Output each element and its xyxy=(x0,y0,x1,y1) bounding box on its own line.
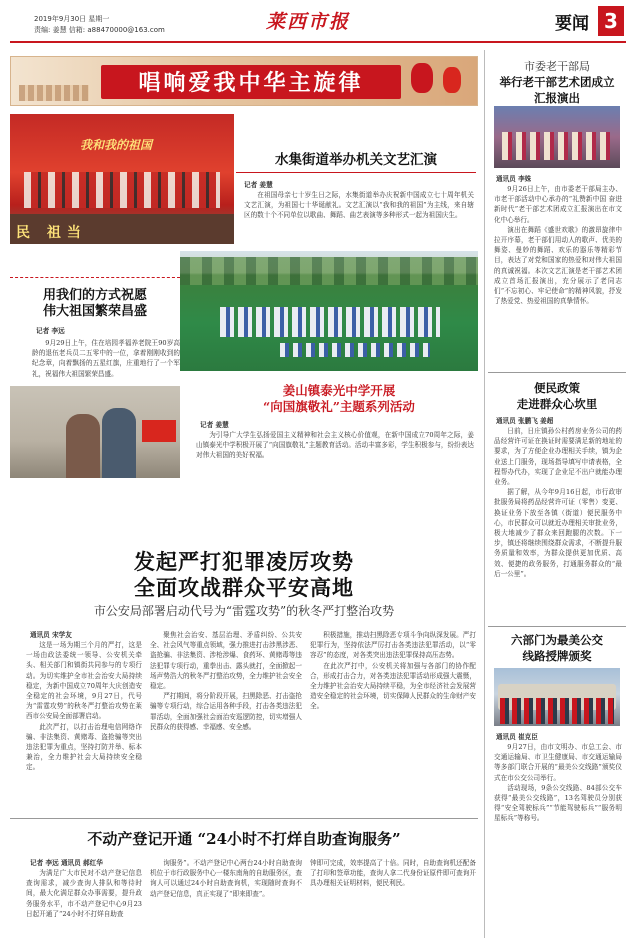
story3-title-1: 姜山镇泰光中学开展 xyxy=(282,383,396,398)
right1-title-2: 汇报演出 xyxy=(534,91,580,105)
main-byline: 通讯员 宋学友 xyxy=(30,631,72,639)
main-paragraph: 这是一场为期三个月的严打，这是一场由政法委统一领导、公安机关牵头、相关部门和镇街共同参与的专项行动。为切实维护全市社会治安大局持续稳定，为新中国成立70周年大庆创造安全稳定的社会环境，9月27日，代号为“雷霆攻势”的秋冬严打整治攻势在莱西市公安局全面部署启动。 xyxy=(26,641,142,721)
bottom-title: 不动产登记开通 “24小时不打烊自助查询服务” xyxy=(87,830,401,848)
right3-title-1: 六部门为最美公交 xyxy=(511,633,603,647)
header-editor: 责编: 姜慧 信箱: a88470000@163.com xyxy=(34,26,165,34)
right1-paragraph: 演出在舞蹈《盛世欢歌》的激昂旋律中拉开序幕，老干部们用动人的歌声、优美的舞姿、曼妙的舞蹈、欢乐的器乐等精彩节目，表达了对党和国家的热爱和对伟大祖国的真诚祝福。本次文艺汇演是老干部艺术团成立首场汇报演出，充分展示了老同志们“不忘初心、牢记使命”的精神风貌，抒发了热爱党、热爱祖国的真挚情怀。 xyxy=(494,225,622,306)
photo-flag-formation xyxy=(180,251,478,371)
right2-byline: 通讯员 张鹏飞 姜超 xyxy=(496,417,554,425)
banner-title: 唱响爱我中华主旋律 xyxy=(138,70,364,96)
section-label: 要闻 xyxy=(555,14,589,34)
story2-body xyxy=(32,338,180,380)
story2-box xyxy=(10,277,180,379)
header-date: 2019年9月30日 星期一 xyxy=(34,15,110,23)
right1-title-1: 举行老干部艺术团成立 xyxy=(499,75,615,89)
bottom-byline: 记者 李远 通讯员 郝红华 xyxy=(30,859,103,867)
stage-banner-text: 我和我的祖国 xyxy=(80,138,153,152)
main-title-2: 全面攻战群众平安高地 xyxy=(134,575,354,600)
main-title-1: 发起严打犯罪凌厉攻势 xyxy=(134,549,354,574)
lantern-icon xyxy=(443,67,461,93)
right1-paragraph: 9月26日上午，由市委老干部局主办、市老干部活动中心承办的“礼赞新中国 奋进新时代”老干部艺术团成立汇报演出在市文化中心举行。 xyxy=(494,185,622,224)
bottom-paragraph: 为满足广大市民对不动产登记信息查询需求，减少查询人排队和等待时间，最大化满足群众办事需要，提升政务服务水平，市不动产登记中心9月23日起开通了“24小时不打烊自助查 xyxy=(26,869,142,918)
bottom-paragraph: 询服务”。不动产登记中心两台24小时自助查询机位于市行政服务中心一楼东南角的自助服务区，查询人可以通过24小时自助查询机，实现随时查询不动产登记信息，真正实现了“即来即查”。 xyxy=(150,859,302,898)
right1-byline: 通讯员 李姝 xyxy=(496,175,532,183)
main-paragraph: 在此次严打中，公安机关将加强与各部门的协作配合，形成打击合力，对各类违法犯罪活动形成强大震慑，全力维护社会治安大局持续平稳，为全市经济社会发展营造安全稳定的社会环境，切实保障人民群众的生命财产安全。 xyxy=(310,661,476,711)
story1-paragraph: 在祖国母亲七十岁生日之际，水集街道举办庆祝新中国成立七十周年机关文艺汇演，为祖国七十华诞献礼。文艺汇演以“我和我的祖国”为主线，来自辖区的数十个不同单位以歌曲、舞蹈、曲艺表演等多种形式一起为祖国庆生。 xyxy=(244,191,474,220)
right2-title-2: 走进群众心坎里 xyxy=(516,397,598,411)
photo-veteran-salute xyxy=(10,386,180,478)
right3-paragraph: 活动现场，9条公交线路、84部公交车获得“最美公交线路”，13名驾驶员分别获得“安全驾驶标兵”“节能驾驶标兵”“服务明星标兵”等称号。 xyxy=(494,783,622,823)
photo-stage-performance xyxy=(10,114,234,244)
veteran-man xyxy=(102,408,136,478)
masthead-logo: 莱西市报 xyxy=(266,11,351,33)
right3-byline: 通讯员 崔克臣 xyxy=(496,733,538,741)
story1-byline: 记者 姜慧 xyxy=(244,181,273,189)
right3-body xyxy=(494,742,622,934)
story3-title-2: “向国旗敬礼”主题系列活动 xyxy=(263,399,415,414)
main-col-3 xyxy=(310,630,476,820)
photo-bus-award xyxy=(494,668,620,726)
story2-paragraph: 9月29日上午，住在培园孝福养老院王90岁高龄的退伍老兵员二五零中的一位，拿着刚刚收到的纪念章，向着飘扬的五星红旗，庄重地行了一个军礼，祝福伟大祖国繁荣昌盛。 xyxy=(32,339,180,378)
story1-body xyxy=(244,190,474,242)
story2-title-1: 用我们的方式祝愿 xyxy=(42,288,147,303)
right-rule xyxy=(488,626,626,627)
photo-art-troupe xyxy=(494,106,620,168)
stage-slogan: 民 祖当 xyxy=(16,225,87,241)
student-formation xyxy=(220,307,440,337)
right3-paragraph: 9月27日，由市文明办、市总工会、市交通运输局、市卫生健康局、市交通运输局等多部门联合开展的“最美公交线路”颁奖仪式在市公交公司举行。 xyxy=(494,743,622,782)
main-subtitle: 市公安局部署启动代号为“雷霆攻势”的秋冬严打整治攻势 xyxy=(93,604,395,618)
main-paragraph: 严打期间，将分阶段开展，扫黑除恶、打击盗抢骗等专项行动，综合运用各种手段，打击各类违法犯罪活动，全面加强社会面治安巡逻防控，切实增强人民群众的获得感、幸福感、安全感。 xyxy=(150,692,302,731)
main-paragraph: 此次严打，以打击治理电信网络诈骗、非法集资、黄赌毒、盗抢骗等突出违法犯罪为重点，坚持打防并举、标本兼治，全力维护社会大局持续安全稳定。 xyxy=(26,722,142,772)
story2-title-2: 伟大祖国繁荣昌盛 xyxy=(42,304,147,319)
banner xyxy=(10,56,478,106)
performers-row xyxy=(502,132,612,160)
bottom-paragraph: 钟即可完成，效率提高了十倍。同时，自助查询机还配备了打印和签章功能，查询人拿二代身份证原件即可查询开具办理相关证明材料，便民利民。 xyxy=(310,859,476,888)
student-row-front xyxy=(280,343,430,357)
story1-title: 水集街道举办机关文艺汇演 xyxy=(275,152,437,168)
right3-title-2: 线路授牌颁奖 xyxy=(522,649,592,663)
veteran-woman xyxy=(66,414,100,478)
performers xyxy=(24,172,220,208)
right2-paragraph: 据了解，从今年9月16日起，市行政审批服务局将药品经营许可证（零售）变更、换证业务下放至各镇（街道）便民服务中心，市民群众可以就近办理相关审批业务，极大地减少了群众来回跑腿的次数。下一步，镇还将继续围绕群众需求，不断提升服务质量和效率，为群众提供更加优质、高效、便捷的政务服务，打通服务群众的“最后一公里”。 xyxy=(494,488,622,578)
right1-kicker: 市委老干部局 xyxy=(524,60,590,73)
story3-body xyxy=(196,430,474,478)
main-paragraph: 聚焦社会治安、基层治理、矛盾纠纷、公共安全、社会风气等重点领域，强力推进打击涉黑涉恶、盗抢骗、非法集资、涉枪涉爆、食药环、黄赌毒等违法犯罪专项行动，重拳出击、露头就打，全面掀起一场声势浩大的秋冬严打整治攻势，全力维护社会安全稳定。 xyxy=(150,631,302,691)
header-rule xyxy=(10,41,626,43)
story2-byline: 记者 李远 xyxy=(36,327,65,335)
flag-icon xyxy=(142,420,176,442)
right2-body xyxy=(494,426,622,620)
main-col-1 xyxy=(26,640,142,820)
column-divider xyxy=(484,50,485,938)
great-wall-icon xyxy=(19,85,89,101)
main-paragraph: 积极措施，推动扫黑除恶专项斗争向纵深发展。严打犯罪行为，坚持依法严厉打击各类违法犯罪活动，以“零容忍”的态度，对各类突出违法犯罪保持高压态势。 xyxy=(310,631,476,660)
right2-paragraph: 日前，日庄镇孙公村药房业务公司的药品经营许可证在换证时需要满足新的地址的要求，为了方便企业办理相关手续，镇为企业送上门服务，现场指导填写申请表格，全程帮办代办，实现了企业足不出户就能办理业务。 xyxy=(494,427,622,487)
lantern-icon xyxy=(411,63,433,93)
award-recipients xyxy=(500,698,614,724)
story3-byline: 记者 姜慧 xyxy=(200,421,229,429)
bottom-col-2 xyxy=(150,858,302,938)
right2-title-1: 便民政策 xyxy=(534,381,580,395)
bottom-col-1 xyxy=(26,868,142,938)
story3-paragraph: 为引导广大学生弘扬爱国主义精神和社会主义核心价值观，在新中国成立70周年之际，姜山镇泰光中学积极开展了“向国旗敬礼”主题教育活动。活动丰富多彩，学生积极参与，纷纷表达对伟大祖国的美好祝福。 xyxy=(196,431,474,460)
right1-body xyxy=(494,184,622,362)
bottom-col-3 xyxy=(310,858,476,938)
page-number: 3 xyxy=(598,6,624,36)
bottom-rule xyxy=(10,818,478,819)
right-rule xyxy=(488,372,626,373)
story1-rule xyxy=(236,172,476,173)
main-col-2 xyxy=(150,630,302,820)
trees xyxy=(180,257,478,285)
